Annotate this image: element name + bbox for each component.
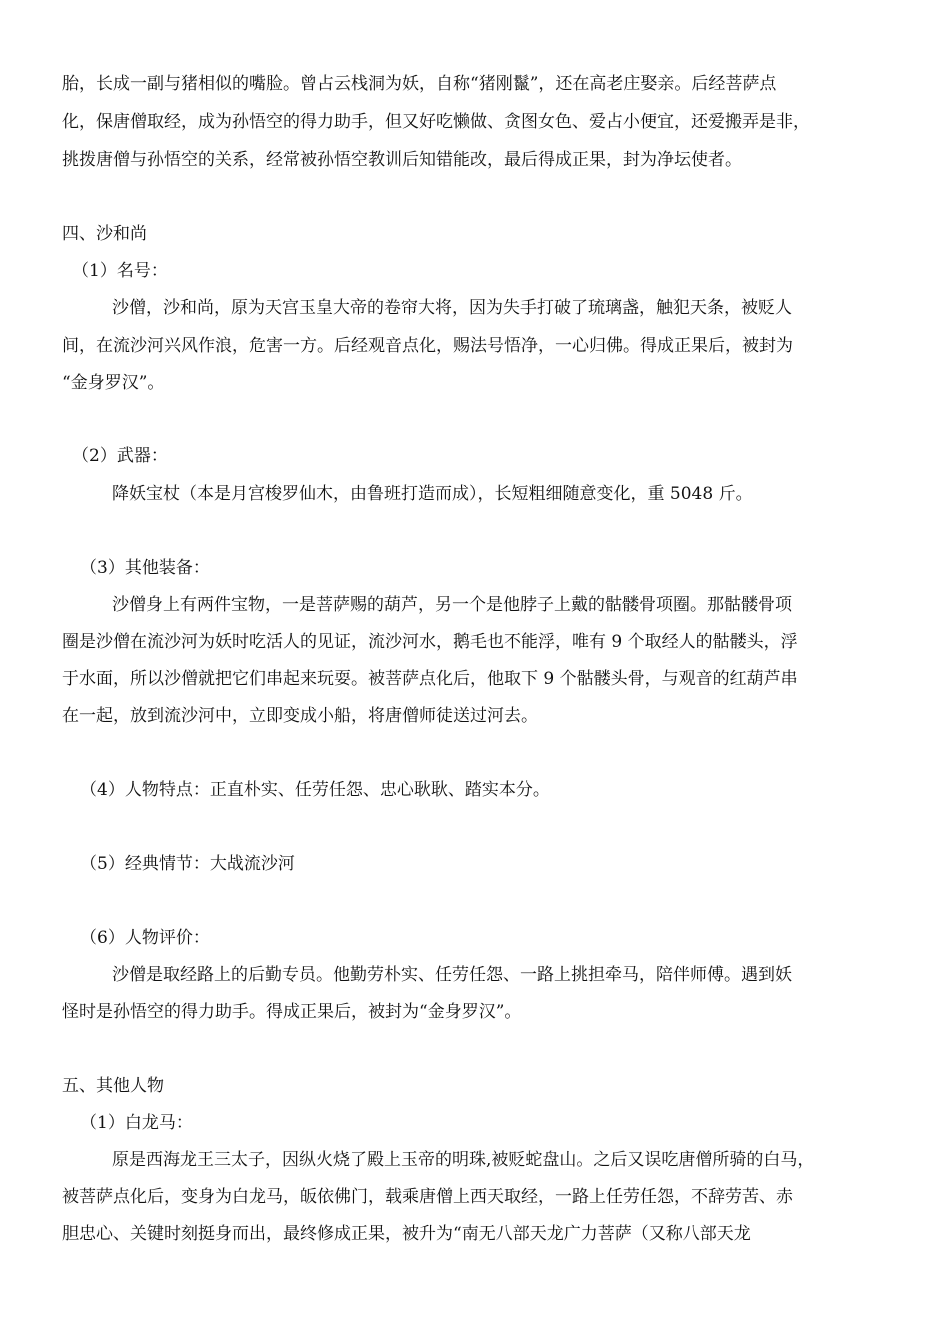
paragraph-line: 降妖宝杖（本是月宫梭罗仙木，由鲁班打造而成），长短粗细随意变化，重 5048 斤。 (112, 484, 753, 504)
section-heading: 五、其他人物 (62, 1076, 164, 1096)
subsection-label: （1）名号： (72, 261, 168, 281)
subsection-label: （1）白龙马： (80, 1113, 193, 1133)
paragraph-line: 胎，长成一副与猪相似的嘴脸。曾占云栈洞为妖，自称“猪刚鬣”，还在高老庄娶亲。后经菩萨点 (62, 74, 777, 94)
paragraph-line: 圈是沙僧在流沙河为妖时吃活人的见证，流沙河水，鹅毛也不能浮，唯有 9 个取经人的骷髅头，浮 (62, 632, 798, 652)
paragraph-line: 挑拨唐僧与孙悟空的关系，经常被孙悟空教训后知错能改，最后得成正果，封为净坛使者。 (62, 150, 742, 170)
paragraph-line: 原是西海龙王三太子，因纵火烧了殿上玉帝的明珠,被贬蛇盘山。之后又误吃唐僧所骑的白马， (112, 1150, 815, 1170)
paragraph-line: 沙僧，沙和尚，原为天宫玉皇大帝的卷帘大将，因为失手打破了琉璃盏，触犯天条，被贬人 (112, 298, 792, 318)
subsection-label: （2）武器： (72, 446, 168, 466)
paragraph-line: 被菩萨点化后，变身为白龙马，皈依佛门，载乘唐僧上西天取经，一路上任劳任怨，不辞劳苦、赤 (62, 1187, 793, 1207)
subsection-label: （6）人物评价： (80, 928, 210, 948)
section-heading: 四、沙和尚 (62, 224, 147, 244)
traits-line: （4）人物特点：正直朴实、任劳任怨、忠心耿耿、踏实本分。 (80, 780, 550, 800)
paragraph-line: 沙僧身上有两件宝物，一是菩萨赐的葫芦，另一个是他脖子上戴的骷髅骨项圈。那骷髅骨项 (112, 595, 792, 615)
subsection-label: （3）其他装备： (80, 558, 210, 578)
plot-line: （5）经典情节：大战流沙河 (80, 854, 295, 874)
paragraph-line: “金身罗汉”。 (62, 373, 165, 393)
paragraph-line: 沙僧是取经路上的后勤专员。他勤劳朴实、任劳任怨、一路上挑担牵马，陪伴师傅。遇到妖 (112, 965, 792, 985)
paragraph-line: 胆忠心、关键时刻挺身而出，最终修成正果，被升为“南无八部天龙广力菩萨（又称八部天龙 (62, 1224, 751, 1244)
paragraph-line: 于水面，所以沙僧就把它们串起来玩耍。被菩萨点化后，他取下 9 个骷髅头骨，与观音的红葫芦串 (62, 669, 798, 689)
paragraph-line: 化，保唐僧取经，成为孙悟空的得力助手，但又好吃懒做、贪图女色、爱占小便宜，还爱搬弄是非， (62, 112, 810, 132)
paragraph-line: 间，在流沙河兴风作浪，危害一方。后经观音点化，赐法号悟净，一心归佛。得成正果后，被封为 (62, 336, 793, 356)
paragraph-line: 怪时是孙悟空的得力助手。得成正果后，被封为“金身罗汉”。 (62, 1002, 522, 1022)
paragraph-line: 在一起，放到流沙河中，立即变成小船，将唐僧师徒送过河去。 (62, 706, 538, 726)
